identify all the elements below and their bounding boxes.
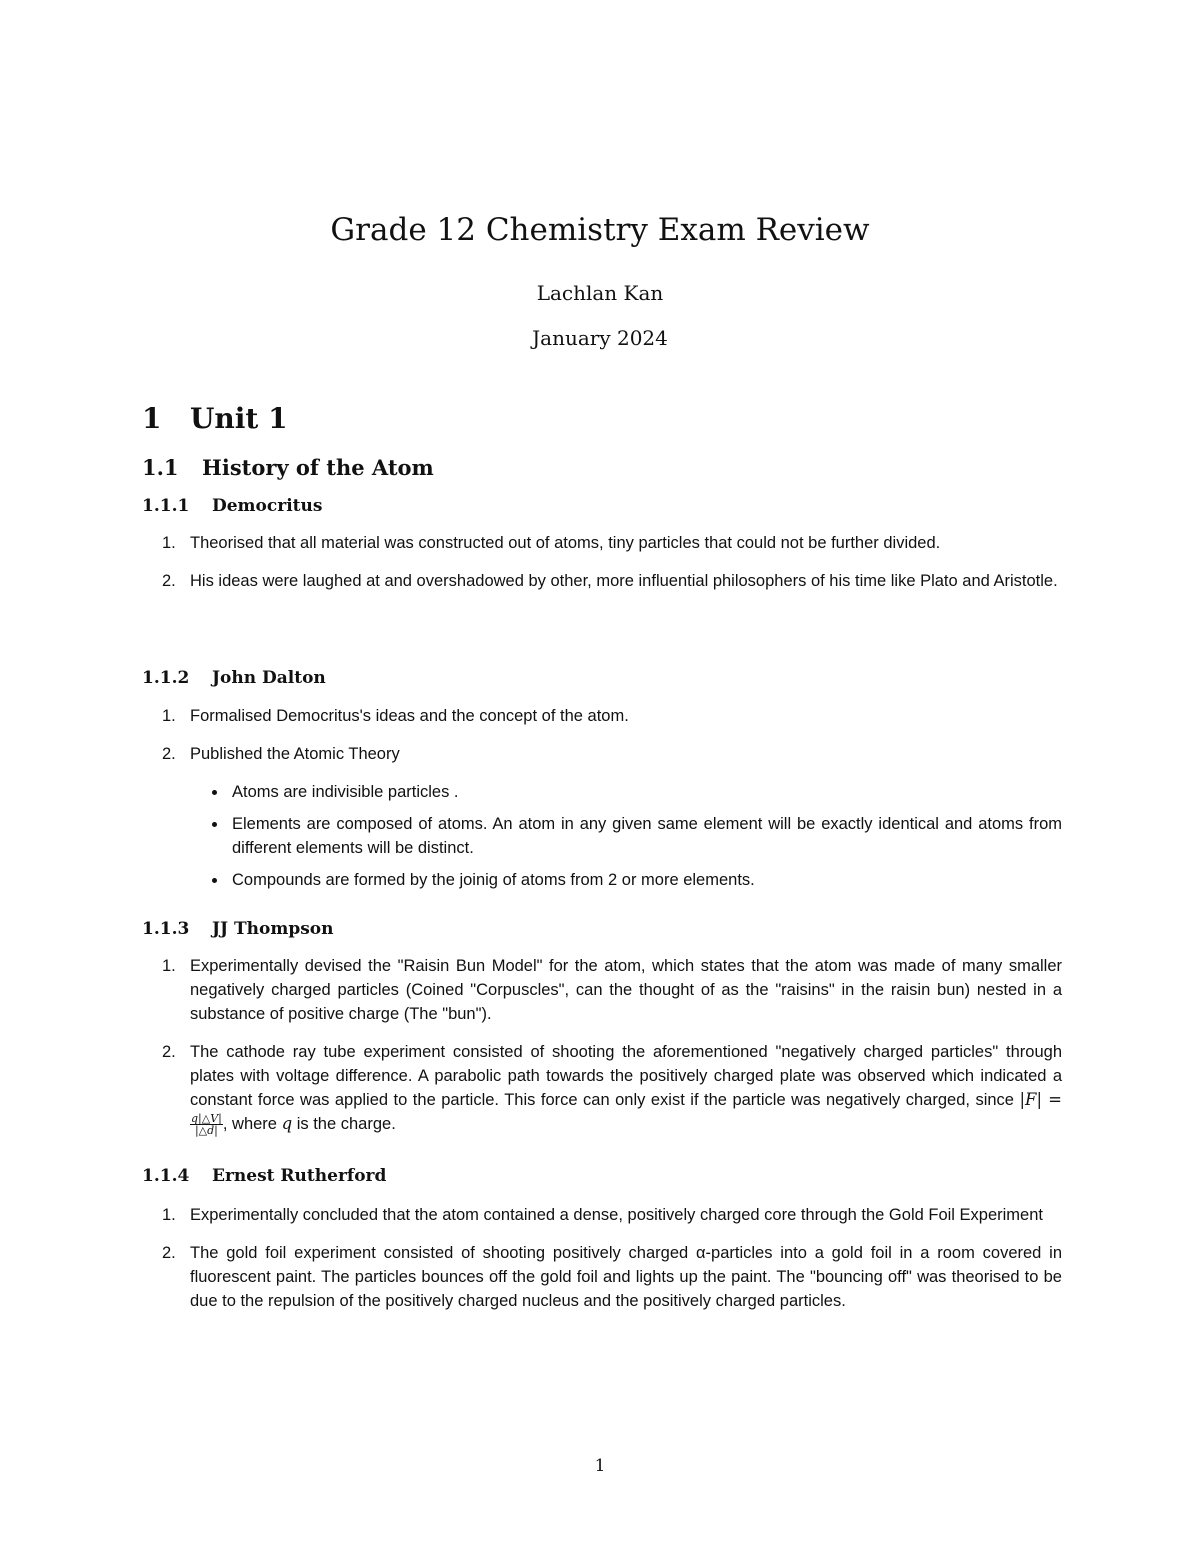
bullet-item [190, 780, 1062, 804]
list-item [162, 742, 1062, 892]
formula-end: is the charge. [296, 1115, 396, 1133]
bullet-icon [212, 878, 217, 883]
subsubsection-heading-dalton [142, 668, 326, 688]
list-item-text: Experimentally concluded that the atom contained a dense, positively charged core through the Gold Foil Experiment [190, 1206, 1043, 1224]
list-item-text: The gold foil experiment consisted of shooting positively charged α-particles into a gold foil in a room covered in fluorescent paint. The particles bounces off the gold foil and lights up the paint. The "bouncing off" was theorised to be due to the repulsion of the positively charged nucleus and the positively charged particles. [190, 1244, 1062, 1310]
dalton-list [162, 704, 1062, 906]
bullet-text: Elements are composed of atoms. An atom in any given same element will be exactly identical and atoms from different elements will be distinct. [232, 815, 1062, 857]
document-author: Lachlan Kan [536, 281, 664, 305]
subsubsection-title: Democritus [212, 496, 323, 516]
bullet-text: Compounds are formed by the joinig of atoms from 2 or more elements. [232, 871, 755, 889]
list-item-text: Formalised Democritus's ideas and the concept of the atom. [190, 707, 629, 725]
list-item-text: Theorised that all material was constructed out of atoms, tiny particles that could not be further divided. [190, 534, 941, 552]
list-marker: 1. [162, 707, 176, 725]
list-marker: 2. [162, 1043, 176, 1061]
list-item [162, 704, 1062, 728]
list-marker: 2. [162, 572, 176, 590]
subsubsection-heading-democritus [142, 496, 322, 516]
atomic-theory-bullets [190, 780, 1062, 892]
list-marker: 2. [162, 745, 176, 763]
formula-tail: , where [222, 1115, 277, 1133]
bullet-text: Atoms are indivisible particles . [232, 783, 459, 801]
subsection-title: History of the Atom [202, 455, 434, 480]
charge-variable: q [281, 1114, 293, 1133]
subsubsection-number: 1.1.2 [142, 668, 190, 688]
section-number: 1 [142, 402, 162, 435]
document-title: Grade 12 Chemistry Exam Review [330, 212, 870, 248]
democritus-list [162, 531, 1062, 607]
force-formula-fraction [190, 1113, 223, 1136]
bullet-icon [212, 790, 217, 795]
rutherford-list [162, 1203, 1062, 1327]
list-marker: 1. [162, 1206, 176, 1224]
list-item [162, 1241, 1062, 1313]
list-item-text: The cathode ray tube experiment consisted of shooting the aforementioned "negatively charged particles" through plates with voltage difference. A parabolic path towards the positively charged plate was observed which indicated a constant force was applied to the particle. This force can only exist if the particle was negatively charged, since [190, 1043, 1062, 1109]
list-marker: 1. [162, 957, 176, 975]
list-item [162, 1040, 1062, 1136]
subsubsection-heading-rutherford [142, 1166, 386, 1186]
subsection-number: 1.1 [142, 455, 179, 480]
section-heading [142, 402, 288, 435]
force-formula-lhs: |F| = [1019, 1090, 1063, 1109]
list-item [162, 569, 1062, 593]
page-number: 1 [594, 1456, 606, 1476]
thompson-list [162, 954, 1062, 1150]
section-title: Unit 1 [190, 402, 288, 435]
list-item [162, 1203, 1062, 1227]
subsubsection-heading-thompson [142, 919, 334, 939]
list-item [162, 954, 1062, 1026]
subsection-heading [142, 455, 434, 480]
subsubsection-title: John Dalton [212, 668, 326, 688]
fraction-numerator: q|△V| [191, 1112, 222, 1126]
list-item [162, 531, 1062, 555]
document-date: January 2024 [532, 326, 668, 350]
bullet-item [190, 868, 1062, 892]
subsubsection-number: 1.1.1 [142, 496, 190, 516]
bullet-icon [212, 822, 217, 827]
list-marker: 1. [162, 534, 176, 552]
subsubsection-title: JJ Thompson [212, 919, 334, 939]
subsubsection-title: Ernest Rutherford [212, 1166, 387, 1186]
bullet-item [190, 812, 1062, 860]
subsubsection-number: 1.1.4 [142, 1166, 190, 1186]
list-item-text: His ideas were laughed at and overshadowed by other, more influential philosophers of his time like Plato and Aristotle. [190, 572, 1058, 590]
fraction-denominator: |△d| [194, 1124, 218, 1138]
list-item-text: Experimentally devised the "Raisin Bun Model" for the atom, which states that the atom was made of many smaller negatively charged particles (Coined "Corpuscles", can the thought of as the "raisins" in the raisin bun) nested in a substance of positive charge (The "bun"). [190, 957, 1062, 1023]
list-item-text: Published the Atomic Theory [190, 745, 400, 763]
subsubsection-number: 1.1.3 [142, 919, 190, 939]
list-marker: 2. [162, 1244, 176, 1262]
